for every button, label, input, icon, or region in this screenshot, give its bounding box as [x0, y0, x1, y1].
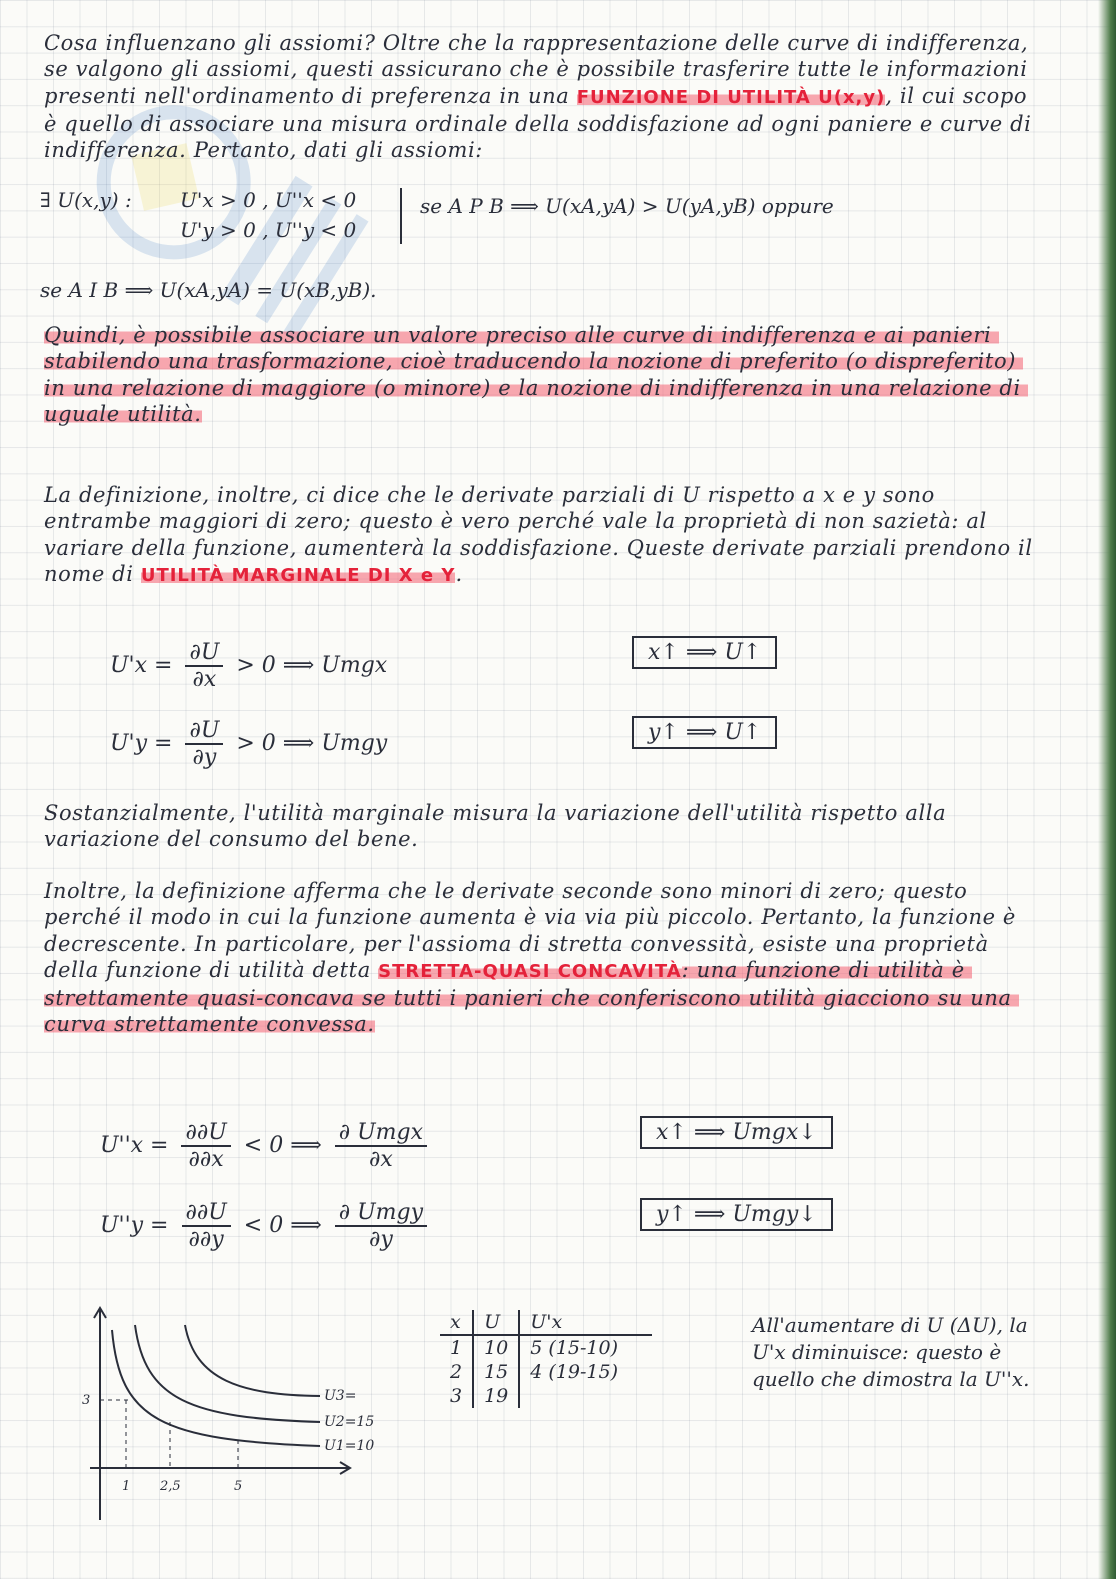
paragraph-assiomi: Cosa influenzano gli assiomi? Oltre che la rappresentazione delle curve di indifferenza, se valgono gli assiomi, questi assicurano che è possibile trasferire tutte le informazioni presenti nell'ordinamento di preferenza in una FUNZIONE DI UTILITÀ U(x,y), il cui scopo è quello di associare una misura ordinale della soddisfazione ad ogni paniere e curve di indifferenza. Pertanto, dati gli assiomi: — [44, 31, 1039, 163]
highlight-funzione-utilita: FUNZIONE DI UTILITÀ U(x,y) — [576, 86, 886, 108]
condition-x: U'x > 0 , U''x < 0 — [180, 188, 357, 212]
equation-umg-y: U'y = $\frac{\partial U}{\partial y}$ > 0 ⟹ Umgy — [110, 718, 388, 770]
highlight-utilita-marginale: UTILITÀ MARGINALE DI X e Y — [140, 564, 456, 586]
table-cell: 10 — [473, 1335, 519, 1360]
equation-second-derivative-y: U''y = $\frac{\partial\partial U}{\partial\partial y}$ < 0 ⟹ $\frac{\text{∂ Umgy}}{\partial y}$ — [100, 1200, 433, 1252]
paragraph-derivate-seconde: Inoltre, la definizione afferma che le derivate seconde sono minori di zero; questo perché il modo in cui la funzione aumenta è via via più piccolo. Pertanto, la funzione è decrescente. In particolare, per l'assioma di stretta convessità, esiste una proprietà della funzione di utilità detta STRETTA-QUASI CONCAVITÀ: una funzione di utilità è strettamente quasi-concava se tutti i panieri che conferiscono utilità giacciono su una curva strettamente convessa. — [44, 879, 1024, 1037]
table-cell: 2 — [440, 1360, 473, 1384]
table-cell: 15 — [473, 1360, 519, 1384]
table-header: U'x — [519, 1310, 652, 1335]
condition-y: U'y > 0 , U''y < 0 — [180, 218, 357, 242]
table-cell: 3 — [440, 1384, 473, 1408]
highlight-quasi-concavita: STRETTA-QUASI CONCAVITÀ — [378, 960, 682, 982]
paragraph-sostanzialmente: Sostanzialmente, l'utilità marginale misura la variazione dell'utilità rispetto alla variazione del consumo del bene. — [44, 801, 954, 852]
preference-implication: se A P B ⟹ U(xA,yA) > U(yA,yB) oppure — [420, 194, 834, 218]
table-header: x — [440, 1310, 473, 1335]
table-cell: 19 — [473, 1384, 519, 1408]
condition-divider — [400, 188, 402, 244]
box-y-up-u-up: y↑ ⟹ U↑ — [632, 716, 777, 749]
page-edge — [1098, 0, 1116, 1579]
exists-utility: ∃ U(x,y) : — [40, 188, 132, 212]
paragraph-derivate-parziali: La definizione, inoltre, ci dice che le derivate parziali di U rispetto a x e y sono entrambe maggiori di zero; questo è vero perché vale la proprietà di non sazietà: al variare della funzione, aumenterà la soddisfazione. Queste derivate parziali prendono il nome di UTILITÀ MARGINALE DI X e Y. — [44, 483, 1040, 586]
table-row — [440, 1384, 652, 1408]
curve-u3 — [185, 1325, 320, 1396]
table-header: U — [473, 1310, 519, 1335]
equation-umg-x: U'x = $\frac{\partial U}{\partial x}$ > 0 ⟹ Umgx — [110, 640, 388, 692]
label-u3: U3= — [324, 1388, 357, 1404]
label-u1: U1=10 — [324, 1438, 375, 1454]
table-cell: 5 (15-10) — [530, 1337, 619, 1359]
x-tick-2-5: 2,5 — [160, 1479, 181, 1494]
table-cell — [519, 1384, 652, 1408]
indifference-curves-graph — [60, 1300, 400, 1530]
curve-u2 — [135, 1325, 320, 1422]
utility-table — [440, 1310, 652, 1408]
y-tick-3: 3 — [82, 1393, 91, 1408]
box-x-up-umg-down: x↑ ⟹ Umgx↓ — [640, 1116, 833, 1149]
x-tick-5: 5 — [234, 1479, 243, 1494]
indifference-implication: se A I B ⟹ U(xA,yA) = U(xB,yB). — [40, 278, 377, 302]
table-cell: 4 (19-15) — [530, 1361, 619, 1383]
box-y-up-umg-down: y↑ ⟹ Umgy↓ — [640, 1198, 833, 1231]
paragraph-trasformazione: Quindi, è possibile associare un valore preciso alle curve di indifferenza e ai panieri stabilendo una trasformazione, cioè traducendo la nozione di preferito (o dispreferito) in una relazione di maggiore (o minore) e la nozione di indifferenza in una relazione di uguale utilità. — [44, 323, 1029, 426]
table-header-row — [440, 1310, 652, 1335]
box-x-up-u-up: x↑ ⟹ U↑ — [632, 636, 777, 669]
side-note: All'aumentare di U (ΔU), la U'x diminuisce: questo è quello che dimostra la U''x. — [752, 1313, 1030, 1391]
equation-second-derivative-x: U''x = $\frac{\partial\partial U}{\partial\partial x}$ < 0 ⟹ $\frac{\text{∂ Umgx}}{\partial x}$ — [100, 1120, 433, 1172]
table-cell: 1 — [440, 1335, 473, 1360]
x-tick-1: 1 — [122, 1479, 131, 1494]
curve-u1 — [112, 1330, 320, 1446]
table-row — [440, 1360, 652, 1384]
label-u2: U2=15 — [324, 1414, 375, 1430]
table-row — [440, 1335, 652, 1360]
